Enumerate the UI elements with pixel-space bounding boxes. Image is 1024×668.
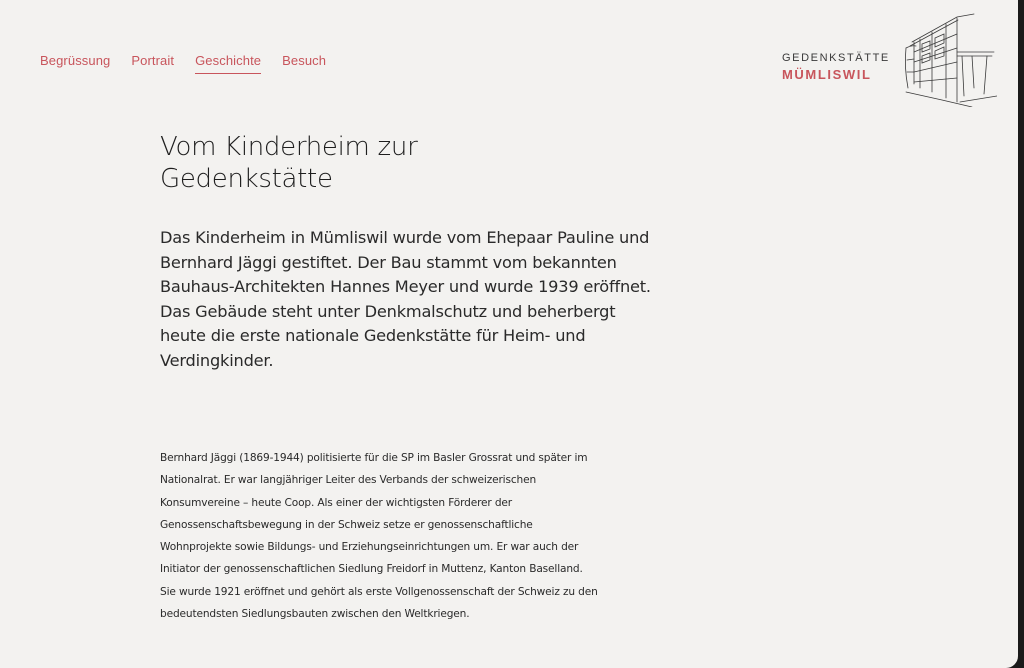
site-logo[interactable] [782, 12, 997, 107]
main-navigation [40, 53, 347, 74]
body-paragraph: Bernhard Jäggi (1869-1944) politisierte für die SP im Basler Grossrat und später im Nationalrat. Er war langjähriger Leiter des Verbands der schweizerischen Konsumvereine – heute Coop. Als einer der wichtigsten Förderer der Genossenschaftsbewegung in der Schweiz setze er genossenschaftliche Wohnprojekte sowie Bildungs- und Erziehungseinrichtungen um. Er war auch der Initiator der genossenschaftlichen Siedlung Freidorf in Muttenz, Kanton Baselland. Sie wurde 1921 eröffnet und gehört als erste Vollgenossenschaft der Schweiz zu den bedeutendsten Siedlungsbauten zwischen den Weltkriegen. [160, 452, 598, 621]
page-title: Vom Kinderheim zur Gedenkstätte [160, 132, 418, 194]
lead-paragraph: Das Kinderheim in Mümliswil wurde vom Ehepaar Pauline und Bernhard Jäggi gestiftet. Der Bau stammt vom bekannten Bauhaus-Architekten Hannes Meyer und wurde 1939 eröffnet. Das Gebäude steht unter Denkmalschutz und beherbergt heute die erste nationale Gedenkstätte für Heim- und Verdingkinder. [160, 228, 651, 370]
logo-line-gedenkstaette: GEDENKSTÄTTE [782, 52, 890, 64]
nav-item-portrait[interactable]: Portrait [131, 53, 175, 68]
nav-item-besuch[interactable]: Besuch [282, 53, 327, 68]
nav-item-begruessung[interactable]: Begrüssung [40, 53, 111, 68]
nav-item-geschichte[interactable]: Geschichte [195, 53, 261, 74]
logo-line-muemliswil: MÜMLISWIL [782, 67, 872, 82]
building-sketch-icon [902, 12, 997, 107]
